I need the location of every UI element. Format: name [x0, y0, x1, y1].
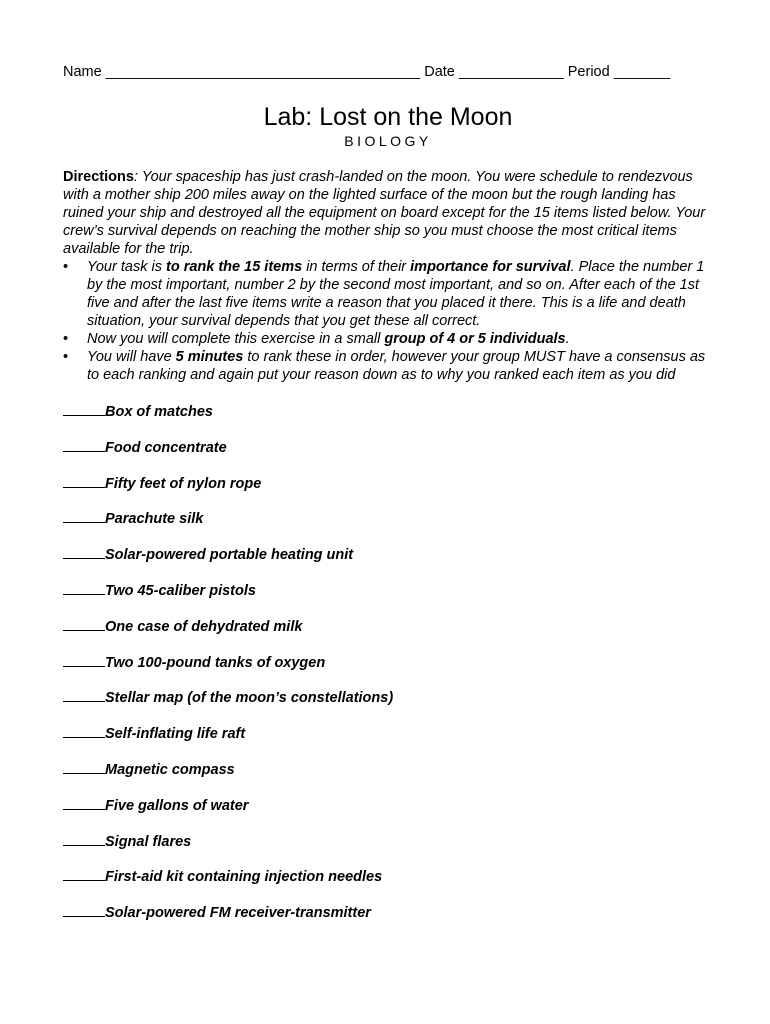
ranking-item	[63, 796, 713, 814]
name-date-period-line: Name _______________________________________ Date _____________ Period _______	[63, 64, 671, 80]
ranking-item	[63, 402, 713, 420]
worksheet-page	[63, 62, 713, 939]
ranking-item-label: Self-inflating life raft	[105, 726, 246, 743]
ranking-item-label: Signal flares	[105, 833, 192, 850]
ranking-item	[63, 438, 713, 456]
ranking-item-label: Box of matches	[105, 404, 213, 420]
rank-blank-field[interactable]	[63, 581, 105, 595]
ranking-item-label: Parachute silk	[105, 511, 204, 528]
rank-blank-field[interactable]	[63, 796, 105, 810]
ranking-item-label: Food concentrate	[105, 439, 227, 456]
rank-blank-field[interactable]	[63, 724, 105, 738]
rank-blank-field[interactable]	[63, 438, 105, 452]
bullet-emphasis-text: group of 4 or 5 individuals	[384, 331, 566, 347]
rank-blank-field[interactable]	[63, 474, 105, 488]
ranking-item	[63, 832, 713, 850]
ranking-item-label: Fifty feet of nylon rope	[105, 475, 262, 492]
bullet-emphasis-text: 5 minutes	[175, 349, 244, 365]
page-subtitle: BIOLOGY	[344, 133, 432, 149]
ranking-item-label: Solar-powered portable heating unit	[105, 547, 354, 564]
directions-text: : Your spaceship has just crash-landed on the moon. You were schedule to rendezvous with a mother ship 200 miles away on the lighted surface of the moon but the rough landing has ruined your ship and destroyed all the equipment on board except for the 15 items listed below. Your crew’s survival depends on reaching the mother ship so you must choose the most critical items available for the trip.	[63, 169, 706, 257]
bullet-dot-icon: •	[63, 331, 69, 347]
rank-blank-field[interactable]	[63, 653, 105, 667]
bullet-text: . Place the number 1 by the most important, number 2 by the second most important, and so on. After each of the 1st five and after the last five items write a reason that you placed it there. This is a life and death situation, your survival depends that you get these all correct.	[87, 259, 705, 329]
bullet-text: Your task is	[87, 259, 166, 275]
ranking-item	[63, 867, 713, 885]
ranking-item-label: One case of dehydrated milk	[105, 618, 303, 635]
bullet-dot-icon: •	[63, 259, 69, 275]
rank-blank-field[interactable]	[63, 760, 105, 774]
rank-blank-field[interactable]	[63, 545, 105, 559]
directions-label: Directions	[63, 169, 134, 185]
bullet-text: .	[565, 331, 570, 347]
ranking-item	[63, 617, 713, 635]
ranking-item	[63, 581, 713, 599]
ranking-item	[63, 545, 713, 563]
bullet-text: in terms of their	[302, 259, 411, 275]
bullet-emphasis-text: to rank the 15 items	[165, 259, 303, 275]
rank-blank-field[interactable]	[63, 867, 105, 881]
directions-bullet-list	[63, 258, 713, 384]
directions-bullet	[63, 330, 713, 348]
bullet-text: You will have	[87, 349, 176, 365]
directions-bullet	[63, 348, 713, 384]
ranking-item-label: Two 100-pound tanks of oxygen	[105, 654, 326, 671]
bullet-text: to rank these in order, however your group MUST have a consensus as to each ranking and again put your reason down as to why you ranked each item as you did	[87, 349, 706, 383]
rank-blank-field[interactable]	[63, 688, 105, 702]
rank-blank-field[interactable]	[63, 509, 105, 523]
ranking-item-list	[63, 402, 713, 921]
ranking-item-label: Five gallons of water	[105, 797, 249, 814]
rank-blank-field[interactable]	[63, 402, 105, 416]
ranking-item	[63, 760, 713, 778]
ranking-item	[63, 474, 713, 492]
ranking-item	[63, 724, 713, 742]
rank-blank-field[interactable]	[63, 617, 105, 631]
bullet-dot-icon: •	[63, 349, 69, 365]
ranking-item	[63, 688, 713, 706]
ranking-item-label: Stellar map (of the moon’s constellations)	[105, 690, 394, 707]
ranking-item-label: Two 45-caliber pistols	[105, 582, 256, 599]
ranking-item-label: First-aid kit containing injection needles	[105, 869, 383, 886]
ranking-item	[63, 653, 713, 671]
rank-blank-field[interactable]	[63, 832, 105, 846]
ranking-item-label: Solar-powered FM receiver-transmitter	[105, 905, 371, 922]
bullet-emphasis-text: importance for survival	[410, 259, 571, 275]
rank-blank-field[interactable]	[63, 903, 105, 917]
ranking-item-label: Magnetic compass	[105, 761, 235, 778]
ranking-item	[63, 903, 713, 921]
page-title: Lab: Lost on the Moon	[263, 103, 513, 131]
ranking-item	[63, 509, 713, 527]
bullet-text: Now you will complete this exercise in a small	[87, 331, 385, 347]
directions-bullet	[63, 258, 713, 330]
directions-paragraph	[63, 168, 713, 258]
